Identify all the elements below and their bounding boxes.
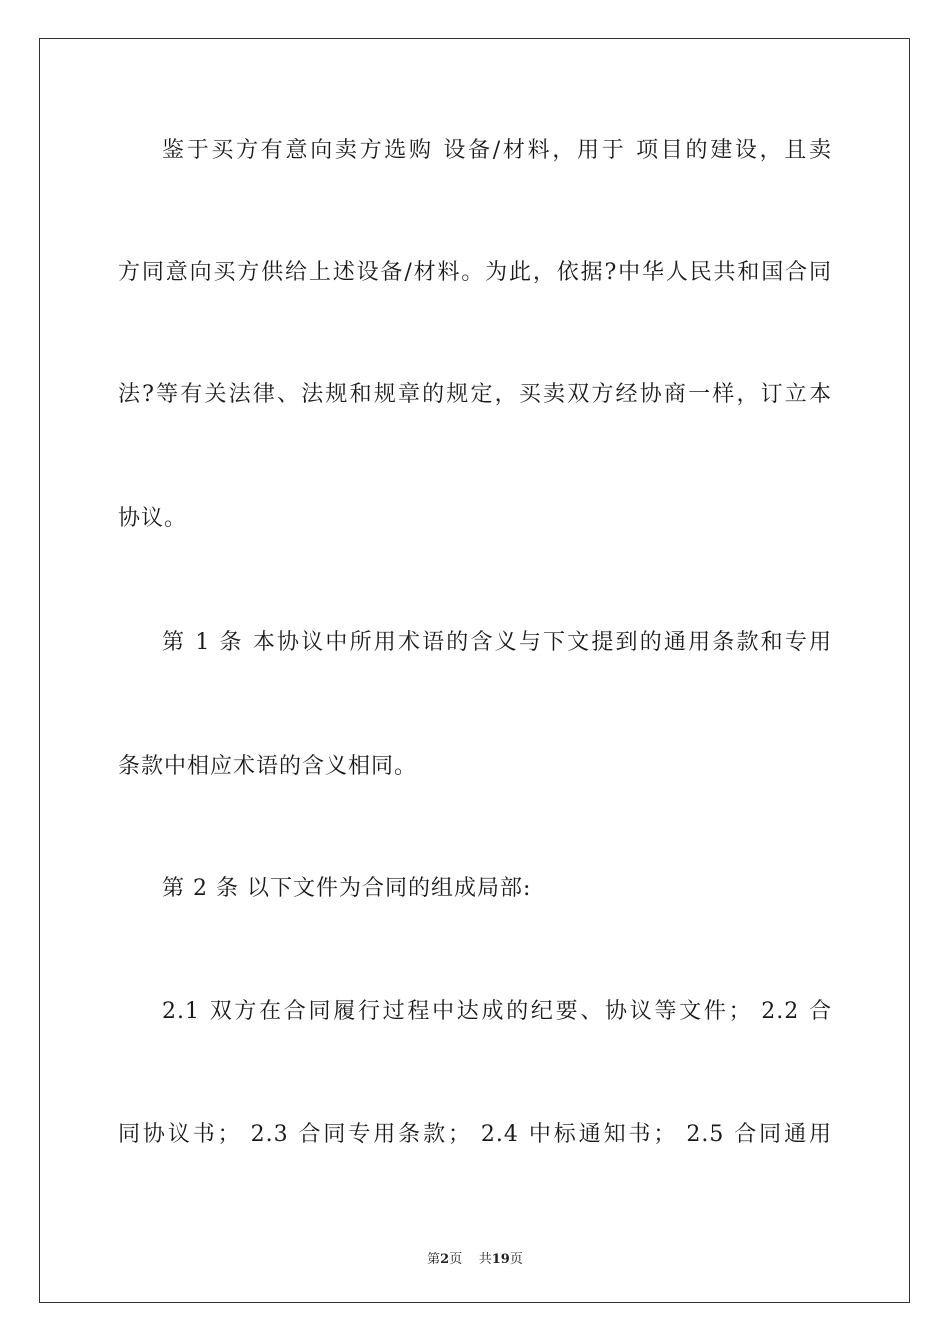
list-item-line: 2.1 双方在合同履行过程中达成的纪要、协议等文件； 2.2 合 (162, 999, 832, 1024)
footer-prefix: 第 (427, 1252, 441, 1267)
article-1-line: 第 1 条 本协议中所用术语的含义与下文提到的通用条款和专用 (162, 630, 832, 655)
total-pages: 19 (491, 1252, 510, 1267)
page-footer (0, 1248, 950, 1267)
page-border (39, 38, 910, 1303)
article-1-line: 条款中相应术语的含义相同。 (118, 754, 418, 779)
paragraph-line: 法?等有关法律、法规和规章的规定，买卖双方经协商一样，订立本 (118, 382, 832, 407)
page-number: 2 (440, 1252, 450, 1267)
footer-page-suffix: 页 (449, 1252, 463, 1267)
article-2-heading: 第 2 条 以下文件为合同的组成局部: (162, 876, 532, 901)
paragraph-line: 鉴于买方有意向卖方选购 设备/材料，用于 项目的建设，且卖 (162, 138, 832, 163)
paragraph-line: 方同意向买方供给上述设备/材料。为此，依据?中华人民共和国合同 (118, 260, 832, 285)
footer-total-suffix: 页 (509, 1252, 523, 1267)
list-item-line: 同协议书； 2.3 合同专用条款； 2.4 中标通知书； 2.5 合同通用 (118, 1122, 832, 1147)
paragraph-line: 协议。 (118, 506, 188, 531)
footer-total-prefix: 共 (478, 1252, 492, 1267)
